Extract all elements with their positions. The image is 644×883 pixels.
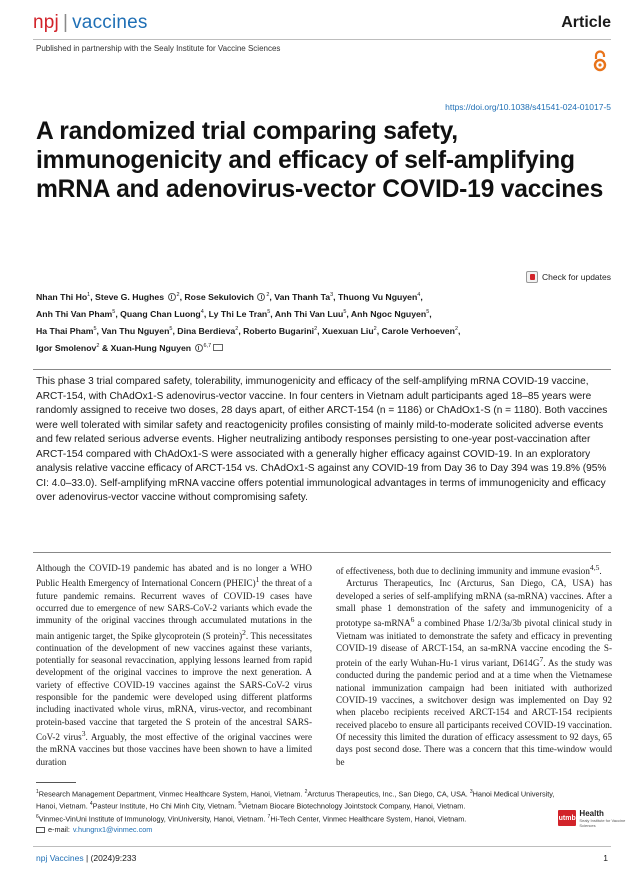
author-name[interactable]: Nhan Thi Ho: [36, 291, 88, 302]
affiliation: Research Management Department, Vinmec Healthcare System, Hanoi, Vietnam.: [38, 789, 305, 799]
logo-text: [579, 809, 628, 828]
author-affil-sup: 5: [169, 325, 173, 332]
email-link[interactable]: v.hungnx1@vinmec.com: [72, 825, 153, 835]
affiliations: [36, 787, 556, 835]
check-updates-label: Check for updates: [542, 272, 611, 282]
author-name[interactable]: , Van Thu Nguyen: [96, 325, 170, 336]
author-name[interactable]: , Dina Berdieva: [172, 325, 236, 336]
affiliation-line: [36, 812, 556, 824]
affil-sup: 7: [267, 813, 271, 820]
article-type-label: Article: [561, 14, 611, 31]
body-paragraph: [336, 577, 612, 768]
orcid-icon[interactable]: [195, 344, 203, 352]
author-name[interactable]: , Van Thanh Ta: [269, 291, 331, 302]
affiliation: Vietnam Biocare Biotechnology Jointstock Company, Hanoi, Vietnam.: [241, 801, 466, 811]
utmb-health-logo: [558, 806, 628, 830]
citation-sup[interactable]: 7: [539, 655, 544, 665]
journal-logo[interactable]: [33, 12, 148, 34]
author-name[interactable]: Anh Thi Van Pham: [36, 308, 113, 319]
orcid-icon[interactable]: [257, 293, 265, 301]
author-line-2: Anh Thi Van Pham$^5$, Quang Chan Luong$^4$, Ly Thi Le Tran$^5$, Anh Thi Van Luu$^5$, Anh Ngoc Nguyen$^5$,: [36, 308, 432, 319]
author-name[interactable]: , Xuexuan Liu: [317, 325, 374, 336]
footer-journal[interactable]: npj Vaccines: [36, 853, 84, 863]
body-text: Arcturus Therapeutics, Inc (Arcturus, San Diego, CA, USA) has developed a series of self-amplifying mRNA (sa-mRNA) vaccines. After a small phase 1 demonstration of the safety and immunogenicity of a prototype sa-mRNA: [336, 578, 612, 629]
article-title: A randomized trial comparing safety, immunogenicity and efficacy of self-amplifying mRNA and adenovirus-vector COVID-19 vaccines: [36, 118, 604, 203]
author-name[interactable]: , Ly Thi Le Tran: [203, 308, 268, 319]
body-text: . Arguably, the most effective of the original vaccines were the mRNA vaccines but those vaccines have been shown to have a limited duration: [36, 731, 312, 767]
body-text: . This necessitates continuation of the development of new vaccines against these variants, potentially for seasonal revaccination, applying lessons learned from rapid development of the original vaccines to improve the next generation. A variety of effective COVID-19 vaccines against the SARS-CoV-2 virus responsible for the pandemic were developed using different platforms including inactivated whole virus, mRNA, virus-vector, and recombinant protein-based vaccine that targeted the S protein of the ancestral SARS-CoV-2 virus: [36, 630, 312, 742]
body-text: . As the study was conducted during the pandemic period and at a time when the Vietnamese national immunization campaign had been initiated with authorized COVID-19 vaccines, a switchover design was implemented on Day 92 when placebo recipients received ARCT-154 and ARCT-154 recipients received placebo to ensure all participants received COVID-19 vaccination. Of necessity this limited the duration of efficacy assessment to 92 days, 65 days post second dose. There was a concern that this time-window would be: [336, 658, 612, 767]
affiliation: Arcturus Therapeutics, Inc., San Diego, CA, USA.: [307, 789, 470, 799]
author-affil-sup: 3: [330, 292, 334, 298]
author-line-1: Nhan Thi Ho$^1$, Steve G. Hughes $^2$, Rose Sekulovich $^2$, Van Thanh Ta$^3$, Thuong Vu Nguyen$^4$,: [36, 291, 423, 302]
footer-volume: | (2024)9:233: [83, 853, 137, 863]
doi-link[interactable]: https://doi.org/10.1038/s41541-024-01017-5: [445, 102, 611, 112]
author-name[interactable]: , Carole Verhoeven: [376, 325, 455, 336]
author-affil-sup: 6,7: [203, 342, 212, 349]
author-affil-sup: 2: [176, 292, 180, 298]
body-text: the threat of a future pandemic remains. Recurrent waves of COVID-19 cases have occurred due to emergence of new SARS-CoV-2 variants which evade the immunity of the original vaccines through accumulated mutations in the main antigenic target, the Spike glycoprotein (S protein): [36, 578, 312, 641]
header-divider: [33, 39, 611, 40]
affiliation: Hanoi Medical University, Hanoi, Vietnam.: [36, 789, 555, 811]
author-affil-sup: 2: [266, 292, 270, 298]
journal-name: vaccines: [72, 12, 148, 33]
author-name[interactable]: , Quang Chan Luong: [115, 308, 201, 319]
body-paragraph: [336, 562, 612, 577]
affiliation-line: [36, 787, 556, 812]
affil-sup: 2: [304, 789, 308, 795]
author-name[interactable]: , Rose Sekulovich: [179, 291, 254, 302]
author-affil-sup: 4: [417, 292, 421, 298]
author-affil-sup: 5: [93, 325, 97, 332]
author-affil-sup: 2: [96, 342, 100, 349]
affil-sup: 3: [469, 789, 473, 795]
journal-separator: |: [62, 12, 69, 33]
email-label: e-mail:: [48, 825, 70, 835]
partner-statement: Published in partnership with the Sealy Institute for Vaccine Sciences: [36, 44, 281, 53]
body-text: Although the COVID-19 pandemic has abated and is no longer a WHO Public Health Emergency of International Concern (PHEIC): [36, 563, 312, 589]
body-text: a combined Phase 1/2/3a/3b pivotal clinical study in Vietnam was initiated to demonstrate the safety and efficacy in preventing COVID-19 disease of ARCT-154, an sa-mRNA vaccine encoding the S-protein of the early Wuhan-Hu-1 virus variant, D614G: [336, 618, 612, 669]
author-affil-sup: 2: [314, 325, 318, 332]
author-name[interactable]: Igor Smolenov: [36, 342, 97, 353]
affiliation: Vinmec-VinUni Institute of Immunology, VinUniversity, Hanoi, Vietnam.: [38, 814, 268, 824]
author-affil-sup: 5: [112, 308, 116, 315]
author-affil-sup: 5: [267, 308, 271, 315]
footer-divider: [33, 846, 611, 847]
orcid-icon[interactable]: [168, 293, 176, 301]
affil-sup: 1: [36, 789, 39, 795]
author-affil-sup: 2: [373, 325, 377, 332]
page-header: [33, 12, 611, 38]
logo-name: Health: [579, 808, 604, 818]
journal-prefix: npj: [33, 12, 59, 33]
affil-sup: 4: [89, 801, 93, 808]
citation-sup[interactable]: 6: [410, 615, 415, 625]
author-name[interactable]: , Thuong Vu Nguyen: [333, 291, 418, 302]
logo-subtitle: Sealy Institute for Vaccine Sciences: [579, 817, 626, 828]
abstract-text: This phase 3 trial compared safety, tolerability, immunogenicity and efficacy of the self-amplifying mRNA COVID-19 vaccine, ARCT-154, with ChAdOx1-S adenovirus-vector vaccine. In four centers in Vietnam adult participants aged 18–85 years were randomly assigned to receive two doses, 28 days apart, of either ARCT-154 (n = 1186) or ChAdOx1-S (n = 1180). Both vaccines were well tolerated with similar safety and reactogenicity profiles consisting of mainly mild-to-moderate solicited adverse events and few related serious adverse events. Higher neutralizing antibody responses persisting to one-year post-vaccination after ARCT-154 compared with ChAdOx1-S were associated with a generally higher efficacy against COVID-19. In an exploratory analysis relative vaccine efficacy of ARCT-154 vs. ChAdOx1-S against any COVID-19 from Day 36 to Day 394 was 19.8% (95% CI: 4.0–33.0). Self-amplifying mRNA vaccine offers potential immunological advantages in terms of immunogenicity and efficacy over adenovirus-vector vaccine without compromising safety.: [36, 376, 608, 503]
utmb-logo-mark: utmb: [558, 810, 576, 826]
citation-sup[interactable]: 2: [242, 627, 246, 637]
author-affil-sup: 1: [87, 292, 91, 298]
open-access-icon[interactable]: [592, 50, 608, 72]
author-name[interactable]: Ha Thai Pham: [36, 325, 94, 336]
author-line-4: [36, 339, 596, 356]
author-list: [36, 288, 596, 356]
body-text: of effectiveness, both due to declining immunity and immune evasion: [336, 566, 590, 577]
footer-citation: [36, 853, 136, 863]
corresponding-author-mail-icon[interactable]: [213, 344, 223, 351]
citation-sup[interactable]: 3: [81, 728, 86, 738]
page-number: 1: [603, 853, 608, 863]
author-name[interactable]: , Anh Thi Van Luu: [270, 308, 344, 319]
author-line-3: Ha Thai Pham$^5$, Van Thu Nguyen$^5$, Dina Berdieva$^2$, Roberto Bugarini$^2$, Xuexuan Liu$^2$, Carole Verhoeven$^2$,: [36, 325, 461, 336]
author-affil-sup: 4: [200, 308, 204, 315]
body-column-left: [36, 562, 312, 768]
affil-sup: 6: [36, 813, 39, 820]
author-affil-sup: 2: [454, 325, 458, 332]
author-affil-sup: 2: [235, 325, 239, 332]
author-name[interactable]: & Xuan-Hung Nguyen: [99, 342, 192, 353]
affiliation: Hi-Tech Center, Vinmec Healthcare System, Hanoi, Vietnam.: [270, 814, 467, 824]
author-name[interactable]: , Steve G. Hughes: [90, 291, 165, 302]
body-text: .: [599, 566, 602, 577]
author-name[interactable]: , Roberto Bugarini: [238, 325, 315, 336]
author-name[interactable]: , Anh Ngoc Nguyen: [346, 308, 427, 319]
email-icon: [36, 827, 45, 833]
citation-sup[interactable]: 1: [255, 575, 260, 585]
affil-sup: 5: [238, 801, 242, 808]
author-affil-sup: 5: [426, 308, 430, 315]
affiliations-divider: [36, 782, 76, 783]
author-affil-sup: 5: [343, 308, 347, 315]
body-column-right: [336, 562, 612, 768]
check-for-updates-button[interactable]: [526, 270, 611, 284]
check-updates-icon: [526, 271, 538, 283]
affiliation: Pasteur Institute, Ho Chi Minh City, Vietnam.: [92, 801, 239, 811]
email-line: [36, 824, 556, 835]
body-paragraph: [36, 562, 312, 768]
citation-sup[interactable]: 4,5: [589, 563, 600, 572]
